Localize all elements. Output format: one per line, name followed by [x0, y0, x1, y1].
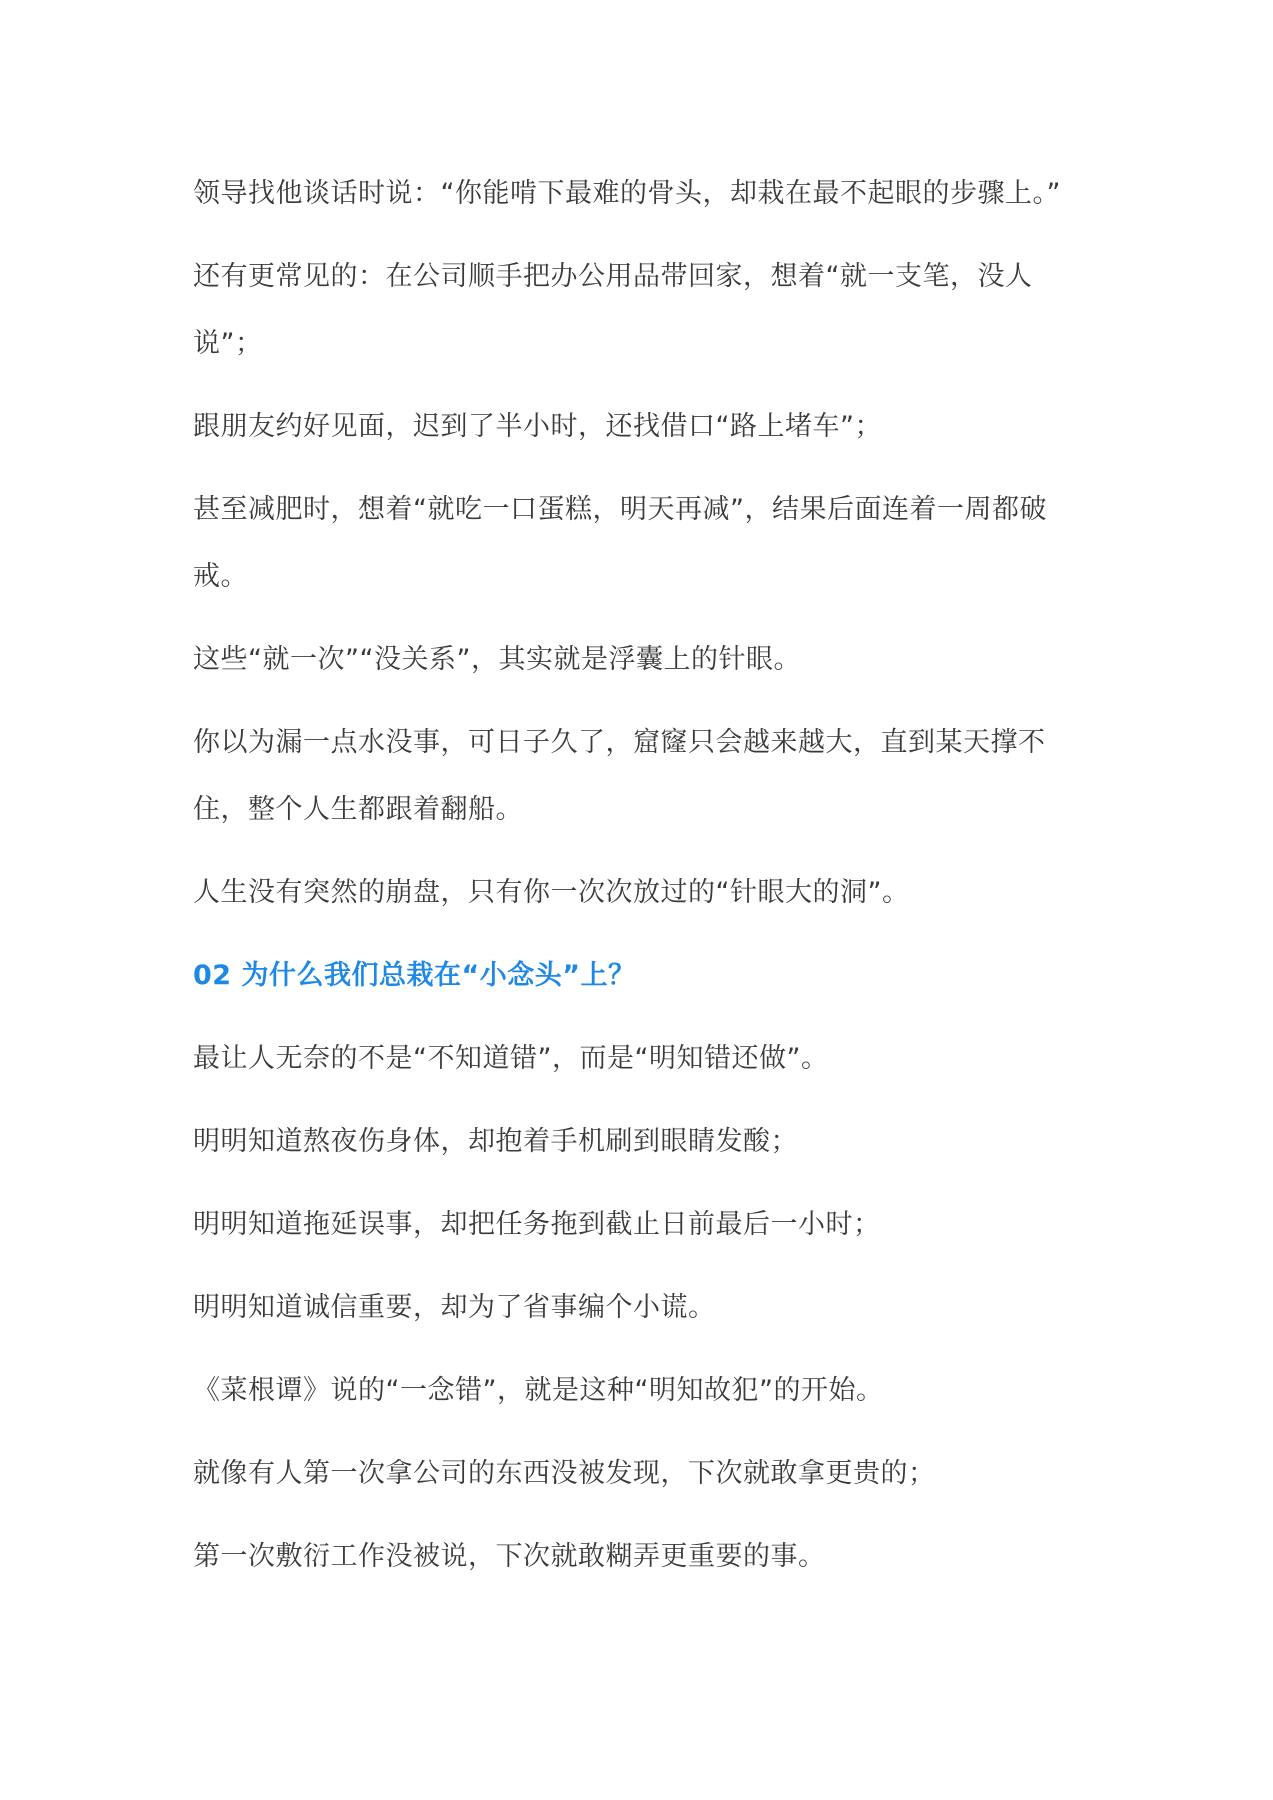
- paragraph: 甚至减肥时，想着“就吃一口蛋糕，明天再减”，结果后面连着一周都破戒。: [193, 494, 1047, 592]
- paragraph: 领导找他谈话时说：“你能啃下最难的骨头，却栽在最不起眼的步骤上。”: [193, 178, 1061, 209]
- paragraph: 第一次敷衍工作没被说，下次就敢糊弄更重要的事。: [193, 1541, 826, 1572]
- paragraph: 还有更常见的：在公司顺手把办公用品带回家，想着“就一支笔，没人说”；: [193, 261, 1033, 359]
- paragraph: 人生没有突然的崩盘，只有你一次次放过的“针眼大的洞”。: [193, 877, 910, 908]
- article-body: [193, 160, 1093, 1606]
- paragraph: 明明知道熬夜伤身体，却抱着手机刷到眼睛发酸；: [193, 1126, 798, 1157]
- section-heading: 02 为什么我们总栽在“小念头”上？: [193, 960, 636, 991]
- paragraph: 明明知道诚信重要，却为了省事编个小谎。: [193, 1292, 716, 1323]
- paragraph: 就像有人第一次拿公司的东西没被发现，下次就敢拿更贵的；: [193, 1458, 936, 1489]
- paragraph: 最让人无奈的不是“不知道错”，而是“明知错还做”。: [193, 1043, 829, 1074]
- paragraph: 《菜根谭》说的“一念错”，就是这种“明知故犯”的开始。: [193, 1375, 884, 1406]
- paragraph: 你以为漏一点水没事，可日子久了，窟窿只会越来越大，直到某天撑不住，整个人生都跟着翻船。: [193, 727, 1046, 825]
- paragraph: 这些“就一次”“没关系”，其实就是浮囊上的针眼。: [193, 644, 801, 675]
- paragraph: 跟朋友约好见面，迟到了半小时，还找借口“路上堵车”；: [193, 411, 882, 442]
- paragraph: 明明知道拖延误事，却把任务拖到截止日前最后一小时；: [193, 1209, 881, 1240]
